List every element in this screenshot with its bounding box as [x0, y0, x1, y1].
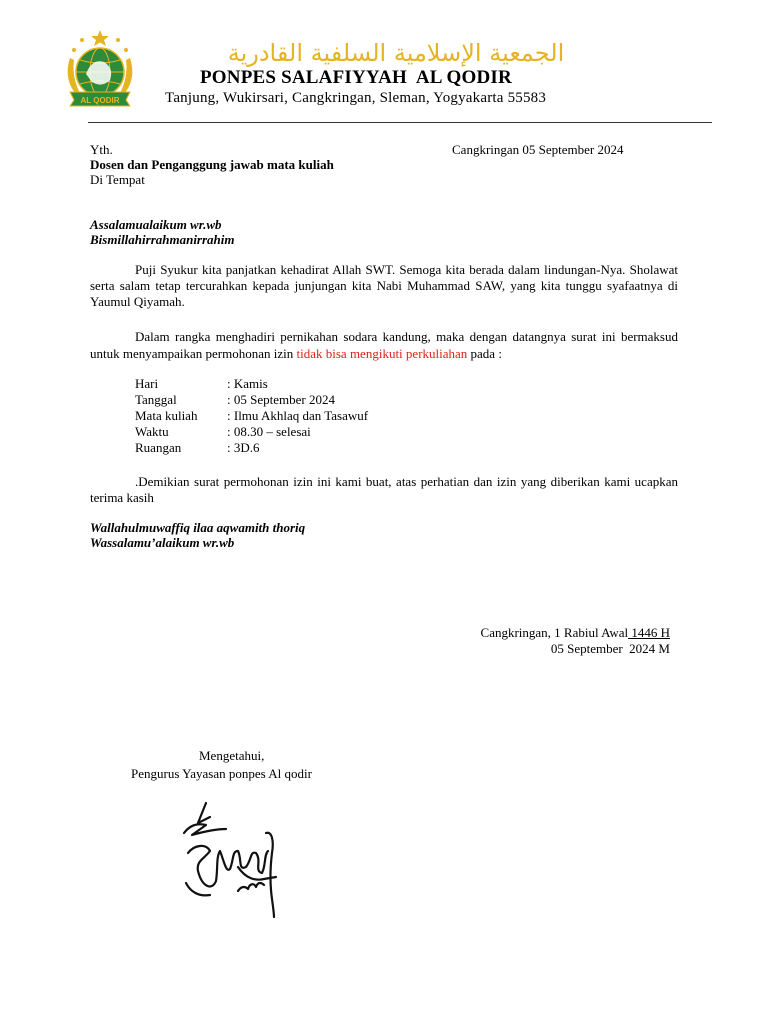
detail-row-room	[135, 440, 368, 456]
detail-label: Hari	[135, 376, 159, 391]
recipient-salutation: Yth.	[90, 142, 113, 157]
organization-address: Tanjung, Wukirsari, Cangkringan, Sleman, Yogyakarta 55583	[165, 90, 547, 106]
body-paragraph-opening: Puji Syukur kita panjatkan kehadirat Allah SWT. Semoga kita berada dalam lindungan-Nya. Sholawat serta salam tetap tercurahkan kepada junjungan kita Nabi Muhammad SAW, yang kita tunggu syafaatnya di Yaumul Qiyamah.	[90, 262, 678, 309]
request-highlight: tidak bisa mengikuti perkuliahan	[296, 346, 468, 361]
signature-organization: Pengurus Yayasan ponpes Al qodir	[131, 766, 312, 781]
letter-date: Cangkringan 05 September 2024	[452, 142, 624, 157]
closing-prayer: Wallahulmuwaffiq ilaa aqwamith thoriq	[90, 520, 306, 535]
detail-value: : Kamis	[227, 376, 268, 391]
handwritten-signature	[176, 795, 296, 920]
organization-name: PONPES SALAFIYYAH AL QODIR	[200, 67, 512, 88]
detail-row-day	[135, 376, 368, 392]
hijri-year: 1446 H	[628, 625, 670, 640]
detail-row-time	[135, 424, 368, 440]
recipient-place: Di Tempat	[90, 172, 145, 187]
detail-label: Mata kuliah	[135, 408, 198, 423]
hijri-date	[481, 625, 670, 641]
organization-logo	[62, 28, 138, 108]
greeting-salam: Assalamualaikum wr.wb	[90, 217, 222, 232]
detail-label: Tanggal	[135, 392, 177, 407]
greeting-basmalah: Bismillahirrahmanirrahim	[90, 232, 235, 247]
body-paragraph-closing: .Demikian surat permohonan izin ini kami buat, atas perhatian dan izin yang diberikan kami ucapkan terima kasih	[90, 474, 678, 505]
details-list	[135, 376, 368, 456]
detail-value: : Ilmu Akhlaq dan Tasawuf	[227, 408, 369, 423]
arabic-header-calligraphy: الجمعية الإسلامية السلفية القادرية	[227, 39, 565, 67]
detail-row-date	[135, 392, 368, 408]
request-text: Dalam rangka menghadiri pernikahan sodara kandung, maka dengan datangnya surat ini bermaksud untuk menyampaikan permohonan izin	[90, 329, 678, 361]
detail-row-course	[135, 408, 368, 424]
recipient-name: Dosen dan Penganggung jawab mata kuliah	[90, 157, 334, 172]
detail-label: Waktu	[135, 424, 169, 439]
hijri-date-prefix: Cangkringan, 1 Rabiul Awal	[480, 625, 629, 640]
gregorian-date: 05 September 2024 M	[550, 641, 670, 656]
signature-title: Mengetahui,	[199, 748, 265, 763]
letterhead-divider	[88, 122, 712, 123]
detail-value: : 08.30 – selesai	[227, 424, 311, 439]
logo-ribbon-text: AL QODIR	[80, 96, 120, 105]
detail-value: : 05 September 2024	[227, 392, 335, 407]
closing-salam: Wassalamu’alaikum wr.wb	[90, 535, 235, 550]
detail-label: Ruangan	[135, 440, 182, 455]
star-icon	[91, 30, 109, 46]
detail-value: : 3D.6	[227, 440, 260, 455]
body-paragraph-request	[90, 328, 678, 362]
request-text-end: pada :	[467, 346, 502, 361]
